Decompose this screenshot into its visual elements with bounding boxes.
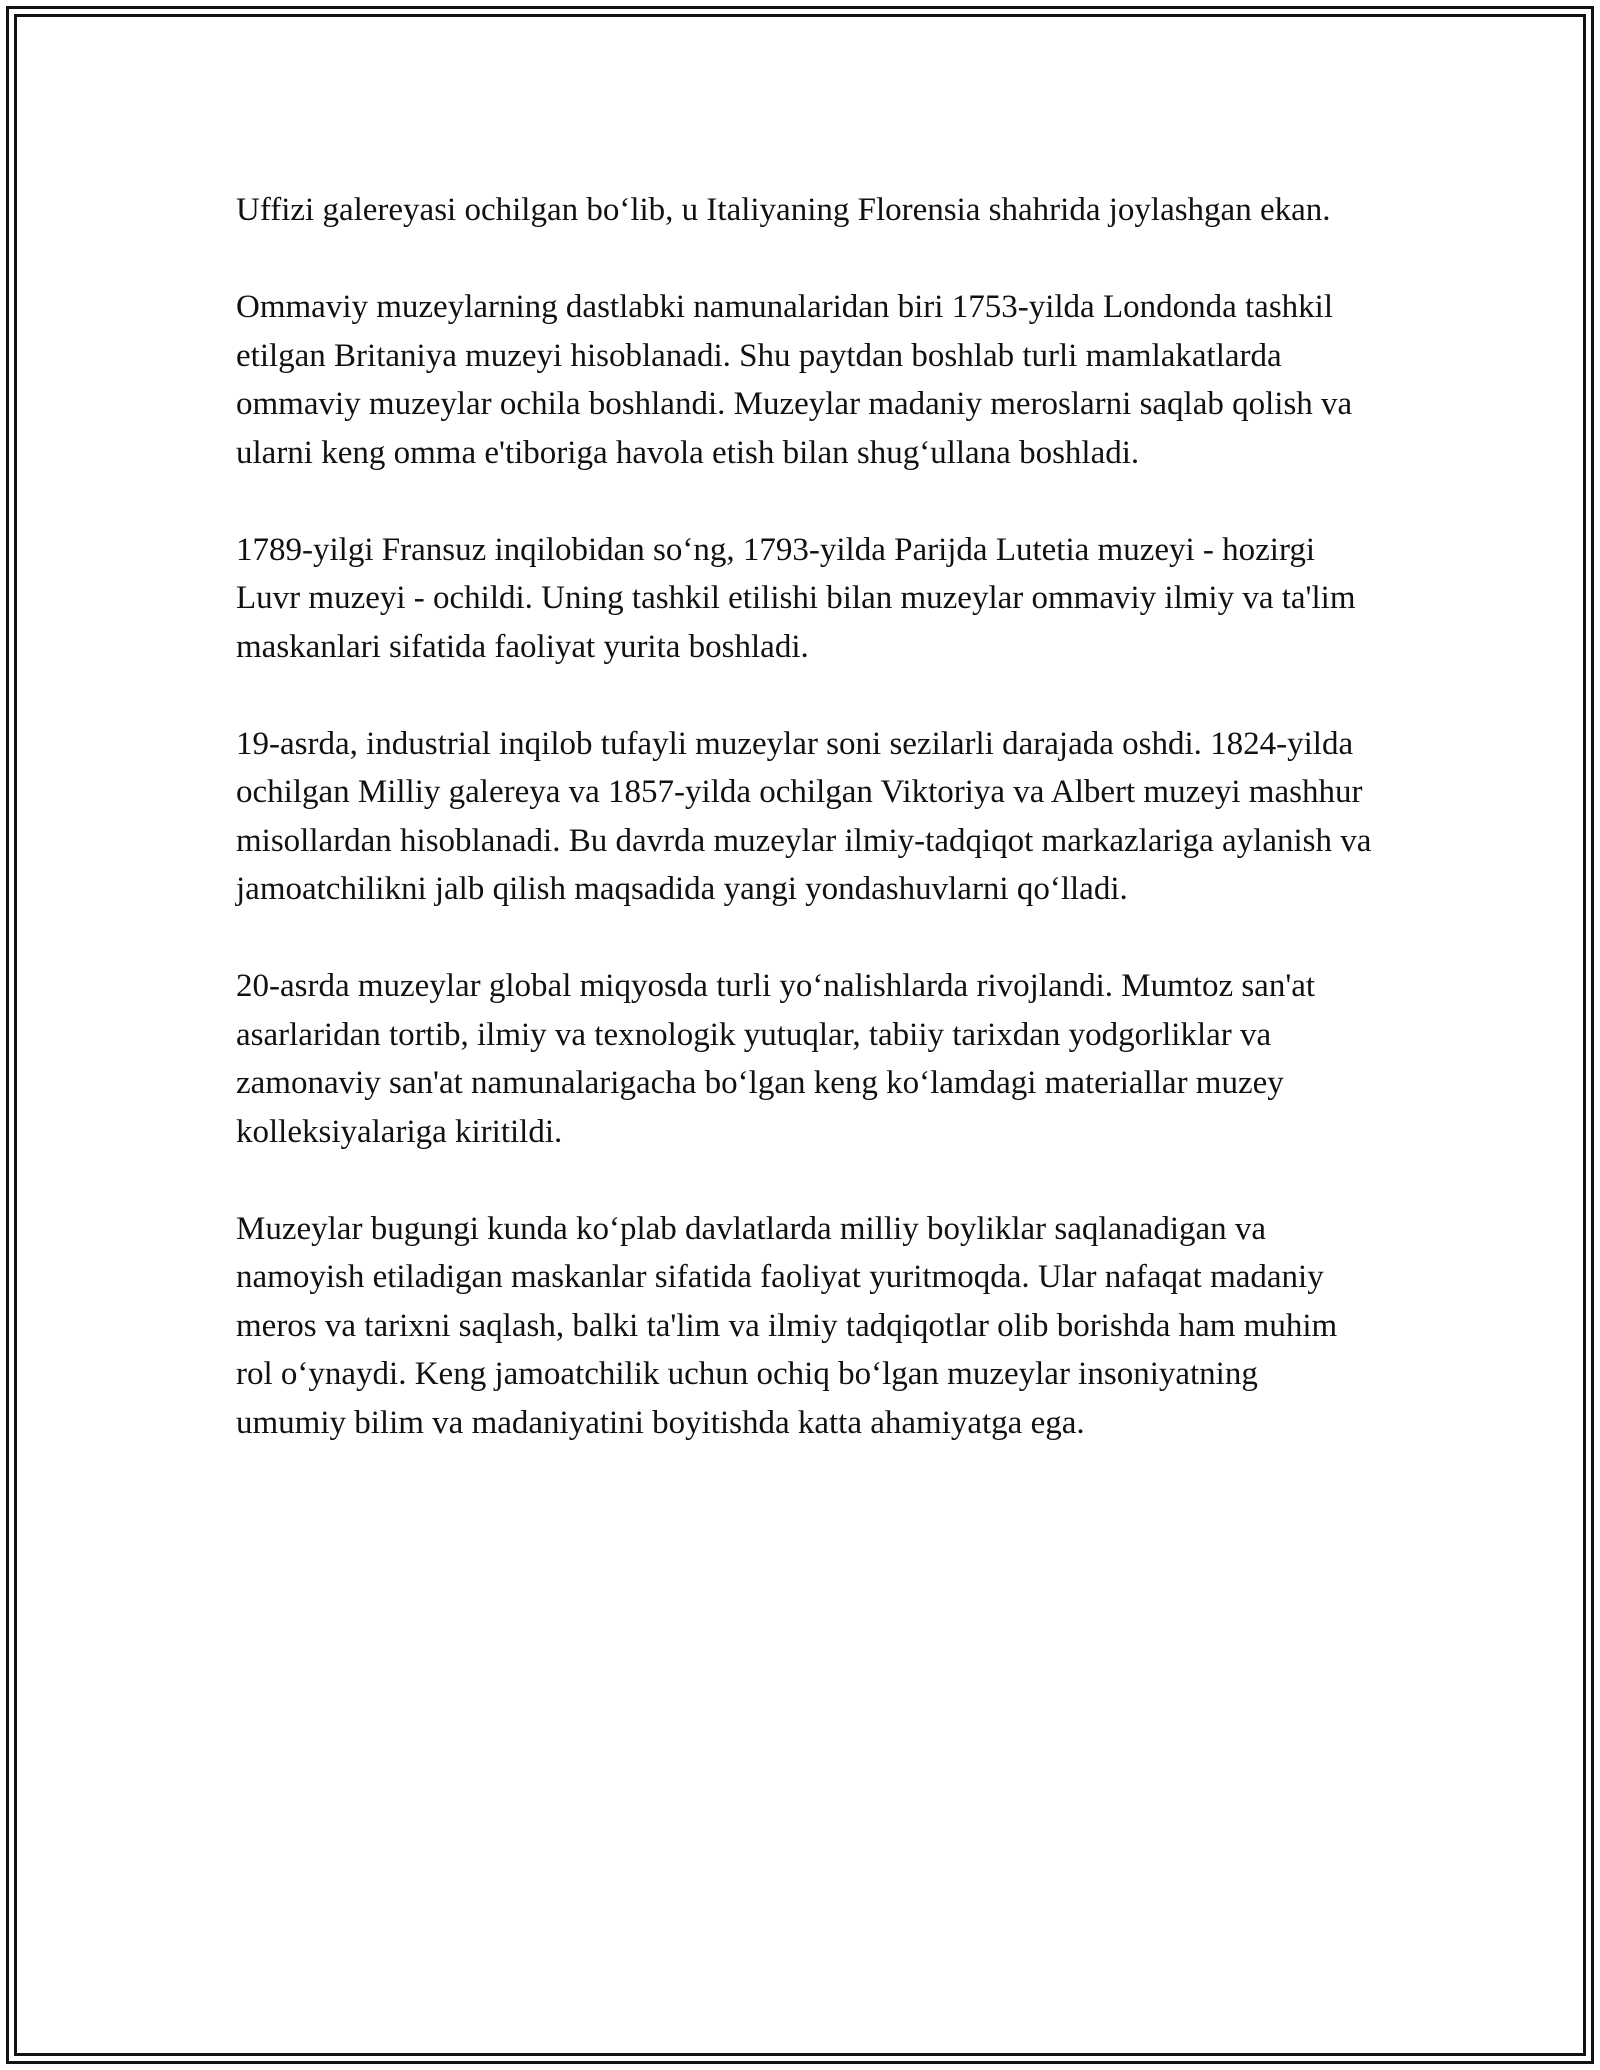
paragraph-uffizi: Uffizi galereyasi ochilgan bo‘lib, u Italiyaning Florensia shahrida joylashgan ekan. [236, 192, 1331, 228]
paragraph-20th-century: 20-asrda muzeylar global miqyosda turli yo‘nalishlarda rivojlandi. Mumtoz san'at asarlaridan tortib, ilmiy va texnologik yutuqlar, tabiiy tarixdan yodgorliklar va zamonaviy san'at namunalarigacha bo‘lgan keng ko‘lamdagi materiallar muzey kolleksiyalariga kiritildi. [236, 968, 1316, 1150]
paragraph-today: Muzeylar bugungi kunda ko‘plab davlatlarda milliy boyliklar saqlanadigan va namoyish etiladigan maskanlar sifatida faoliyat yuritmoqda. Ular nafaqat madaniy meros va tarixni saqlash, balki ta'lim va ilmiy tadqiqotlar olib borishda ham muhim rol o‘ynaydi. Keng jamoatchilik uchun ochiq bo‘lgan muzeylar insoniyatning umumiy bilim va madaniyatini boyitishda katta ahamiyatga ega. [236, 1210, 1338, 1441]
document-body [236, 186, 1372, 1447]
paragraph-19th-century: 19-asrda, industrial inqilob tufayli muzeylar soni sezilarli darajada oshdi. 1824-yilda ochilgan Milliy galereya va 1857-yilda ochilgan Viktoriya va Albert muzeyi mashhur misollardan hisoblanadi. Bu davrda muzeylar ilmiy-tadqiqot markazlariga aylanish va jamoatchilikni jalb qilish maqsadida yangi yondashuvlarni qo‘lladi. [236, 725, 1372, 907]
paragraph-british-museum: Ommaviy muzeylarning dastlabki namunalaridan biri 1753-yilda Londonda tashkil etilgan Britaniya muzeyi hisoblanadi. Shu paytdan boshlab turli mamlakatlarda ommaviy muzeylar ochila boshlandi. Muzeylar madaniy meroslarni saqlab qolish va ularni keng omma e'tiboriga havola etish bilan shug‘ullana boshladi. [236, 289, 1353, 471]
paragraph-louvre: 1789-yilgi Fransuz inqilobidan so‘ng, 1793-yilda Parijda Lutetia muzeyi - hozirgi Luvr muzeyi - ochildi. Uning tashkil etilishi bilan muzeylar ommaviy ilmiy va ta'lim maskanlari sifatida faoliyat yurita boshladi. [236, 531, 1356, 665]
